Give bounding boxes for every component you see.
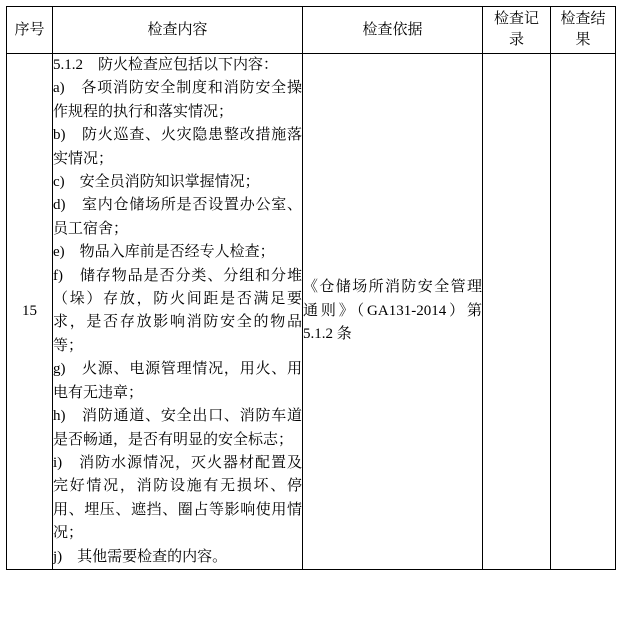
table-header [7,7,616,54]
cell-inspection-basis [303,54,483,570]
cell-sequence-number: 15 [7,54,53,570]
content-line: f) 储存物品是否分类、分组和分堆（垛）存放，防火间距是否满足要求，是否存放影响消防安全的物品等； [53,267,302,354]
table-header-row [7,7,616,54]
table-row [7,54,616,570]
cell-inspection-content [53,54,303,570]
inspection-content-text [53,54,302,569]
table-body [7,54,616,570]
content-line: d) 室内仓储场所是否设置办公室、员工宿舍； [53,197,302,237]
content-line: j) 其他需要检查的内容。 [53,548,228,565]
column-header-record [483,7,551,54]
column-header-seq [7,7,53,54]
column-header-basis [303,7,483,54]
column-header-seq-label: 序号 [14,21,45,38]
content-line: a) 各项消防安全制度和消防安全操作规程的执行和落实情况； [53,80,302,120]
column-header-content [53,7,303,54]
inspection-checklist-table [6,6,616,570]
column-header-record-label: 检查记录 [493,11,539,48]
content-line: 5.1.2 防火检查应包括以下内容： [53,57,279,73]
basis-line: 《仓储场所消防安全管理通则》（GA131-2014）第 5.1.2 条 [303,279,482,343]
column-header-content-label: 检查内容 [147,21,208,38]
content-line: g) 火源、电源管理情况，用火、用电有无违章； [53,361,302,401]
cell-inspection-result[interactable] [551,54,616,570]
content-line: e) 物品入库前是否经专人检查； [53,244,275,261]
content-line: h) 消防通道、安全出口、消防车道是否畅通，是否有明显的安全标志； [53,408,302,448]
column-header-result [551,7,616,54]
content-line: c) 安全员消防知识掌握情况； [53,174,260,191]
inspection-basis-text [303,276,482,346]
column-header-basis-label: 检查依据 [362,21,423,38]
cell-inspection-record[interactable] [483,54,551,570]
content-line: i) 消防水源情况，灭火器材配置及完好情况，消防设施有无损坏、停用、埋压、遮挡、圈占等影响使用情况； [53,454,302,542]
content-line: b) 防火巡查、火灾隐患整改措施落实情况； [53,127,302,167]
column-header-result-label: 检查结果 [560,11,606,48]
